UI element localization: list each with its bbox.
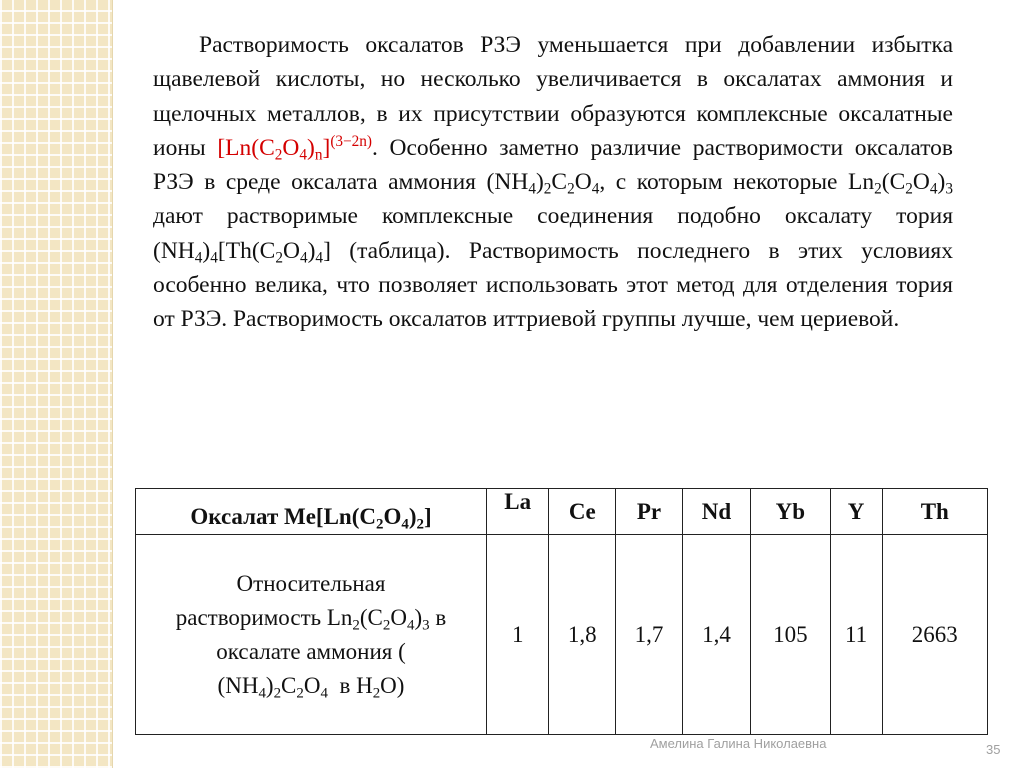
subscript: 4 bbox=[406, 616, 415, 633]
header-element-yb: Yb bbox=[751, 489, 831, 535]
formula-part: ) bbox=[307, 134, 315, 161]
subscript: 3 bbox=[422, 616, 430, 633]
subscript: 4 bbox=[320, 684, 328, 701]
value-la: 1 bbox=[487, 535, 549, 735]
subscript: 2 bbox=[567, 180, 575, 198]
subscript: 4 bbox=[929, 180, 938, 198]
formula-part: ] bbox=[423, 503, 432, 529]
text-run: [Th(C bbox=[217, 237, 276, 264]
subscript: 2 bbox=[416, 515, 424, 532]
header-element-th: Th bbox=[882, 489, 987, 535]
table-row bbox=[136, 535, 988, 735]
desc-part: O bbox=[303, 672, 321, 698]
subscript: 2 bbox=[275, 249, 283, 267]
value-pr: 1,7 bbox=[616, 535, 683, 735]
page-number: 35 bbox=[986, 742, 1001, 757]
subscript: 4 bbox=[315, 249, 324, 267]
subscript: 2 bbox=[372, 684, 381, 701]
desc-part: (NH bbox=[217, 672, 259, 698]
subscript: 4 bbox=[299, 146, 308, 164]
text-run: ) bbox=[535, 169, 544, 196]
value-yb: 105 bbox=[751, 535, 831, 735]
header-element-la: La bbox=[487, 489, 549, 535]
formula-part: O bbox=[383, 503, 402, 529]
subscript: 2 bbox=[382, 616, 391, 633]
desc-part: в H bbox=[327, 672, 373, 698]
subscript: 4 bbox=[591, 180, 600, 198]
subscript: 2 bbox=[874, 180, 882, 198]
desc-line: Относительная bbox=[236, 570, 386, 596]
subscript: 4 bbox=[194, 249, 203, 267]
text-run: . Особенно заметно различие растворимости оксалатов РЗЭ в среде оксалата аммония (NH bbox=[153, 134, 954, 196]
header-oxalate bbox=[136, 489, 487, 535]
header-element-pr: Pr bbox=[616, 489, 683, 535]
solubility-table bbox=[135, 488, 988, 735]
subscript: 4 bbox=[299, 249, 308, 267]
complex-ion-formula bbox=[217, 132, 373, 164]
subscript: 4 bbox=[210, 249, 218, 267]
desc-part: C bbox=[281, 672, 297, 698]
header-element-y: Y bbox=[830, 489, 882, 535]
subscript: 4 bbox=[528, 180, 536, 198]
subscript: 4 bbox=[401, 515, 409, 532]
text-run: C bbox=[551, 169, 568, 196]
header-element-nd: Nd bbox=[682, 489, 750, 535]
desc-part: в bbox=[429, 604, 447, 630]
formula-part: O bbox=[282, 134, 300, 161]
desc-part: O bbox=[390, 604, 407, 630]
subscript: 2 bbox=[352, 616, 360, 633]
desc-part: ) bbox=[414, 604, 423, 630]
table-header-row bbox=[136, 489, 988, 535]
superscript: (3−2n) bbox=[330, 132, 373, 150]
text-run: O bbox=[282, 237, 300, 264]
desc-part: растворимость Ln bbox=[175, 604, 353, 630]
text-run: ) bbox=[202, 237, 211, 264]
decorative-side-pattern bbox=[0, 0, 112, 768]
text-run: дают растворимые комплексные соединения подобно оксалату тория (NH bbox=[153, 203, 953, 264]
subscript: 2 bbox=[905, 180, 913, 198]
text-run: Растворимость оксалатов РЗЭ уменьшается при добавлении избытка щавелевой кислоты, но несколько увеличивается в оксалатах аммония и щелочных металлов, в их присутствии образуются комплексные оксалатные ионы bbox=[153, 32, 953, 161]
text-run: ) bbox=[307, 237, 316, 264]
formula-part: ) bbox=[408, 503, 417, 529]
header-element-ce: Ce bbox=[549, 489, 616, 535]
decorative-side-rule bbox=[112, 0, 123, 768]
text-run: ) bbox=[937, 169, 946, 196]
value-y: 11 bbox=[830, 535, 882, 735]
main-paragraph bbox=[153, 28, 953, 337]
desc-part: (C bbox=[359, 604, 383, 630]
row-description bbox=[136, 535, 487, 735]
subscript: 4 bbox=[258, 684, 266, 701]
text-run: , с которым некоторые Ln bbox=[599, 169, 875, 196]
text-run: O bbox=[574, 169, 592, 196]
text-run: ] (таблица). Растворимость последнего в этих условиях особенно велика, что позволяет использовать этот метод для отделения тория от РЗЭ. Растворимость оксалатов иттриевой группы лучше, чем цериевой. bbox=[153, 237, 953, 333]
subscript: 2 bbox=[273, 684, 282, 701]
text-run: O bbox=[912, 169, 930, 196]
formula-part: [Ln(C bbox=[217, 134, 275, 161]
formula-part: ] bbox=[322, 134, 331, 161]
value-nd: 1,4 bbox=[682, 535, 750, 735]
subscript: 2 bbox=[375, 515, 384, 532]
subscript: 2 bbox=[543, 180, 552, 198]
value-ce: 1,8 bbox=[549, 535, 616, 735]
text-run: (C bbox=[881, 169, 906, 196]
desc-line: оксалате аммония ( bbox=[216, 638, 406, 664]
subscript: 2 bbox=[296, 684, 304, 701]
desc-part: ) bbox=[265, 672, 274, 698]
subscript: 2 bbox=[274, 146, 283, 164]
subscript: 3 bbox=[945, 180, 953, 198]
formula-part: Оксалат Me[Ln(C bbox=[190, 503, 376, 529]
desc-part: O) bbox=[380, 672, 405, 698]
subscript: n bbox=[314, 146, 323, 164]
value-th: 2663 bbox=[882, 535, 987, 735]
footer-author: Амелина Галина Николаевна bbox=[650, 736, 827, 751]
